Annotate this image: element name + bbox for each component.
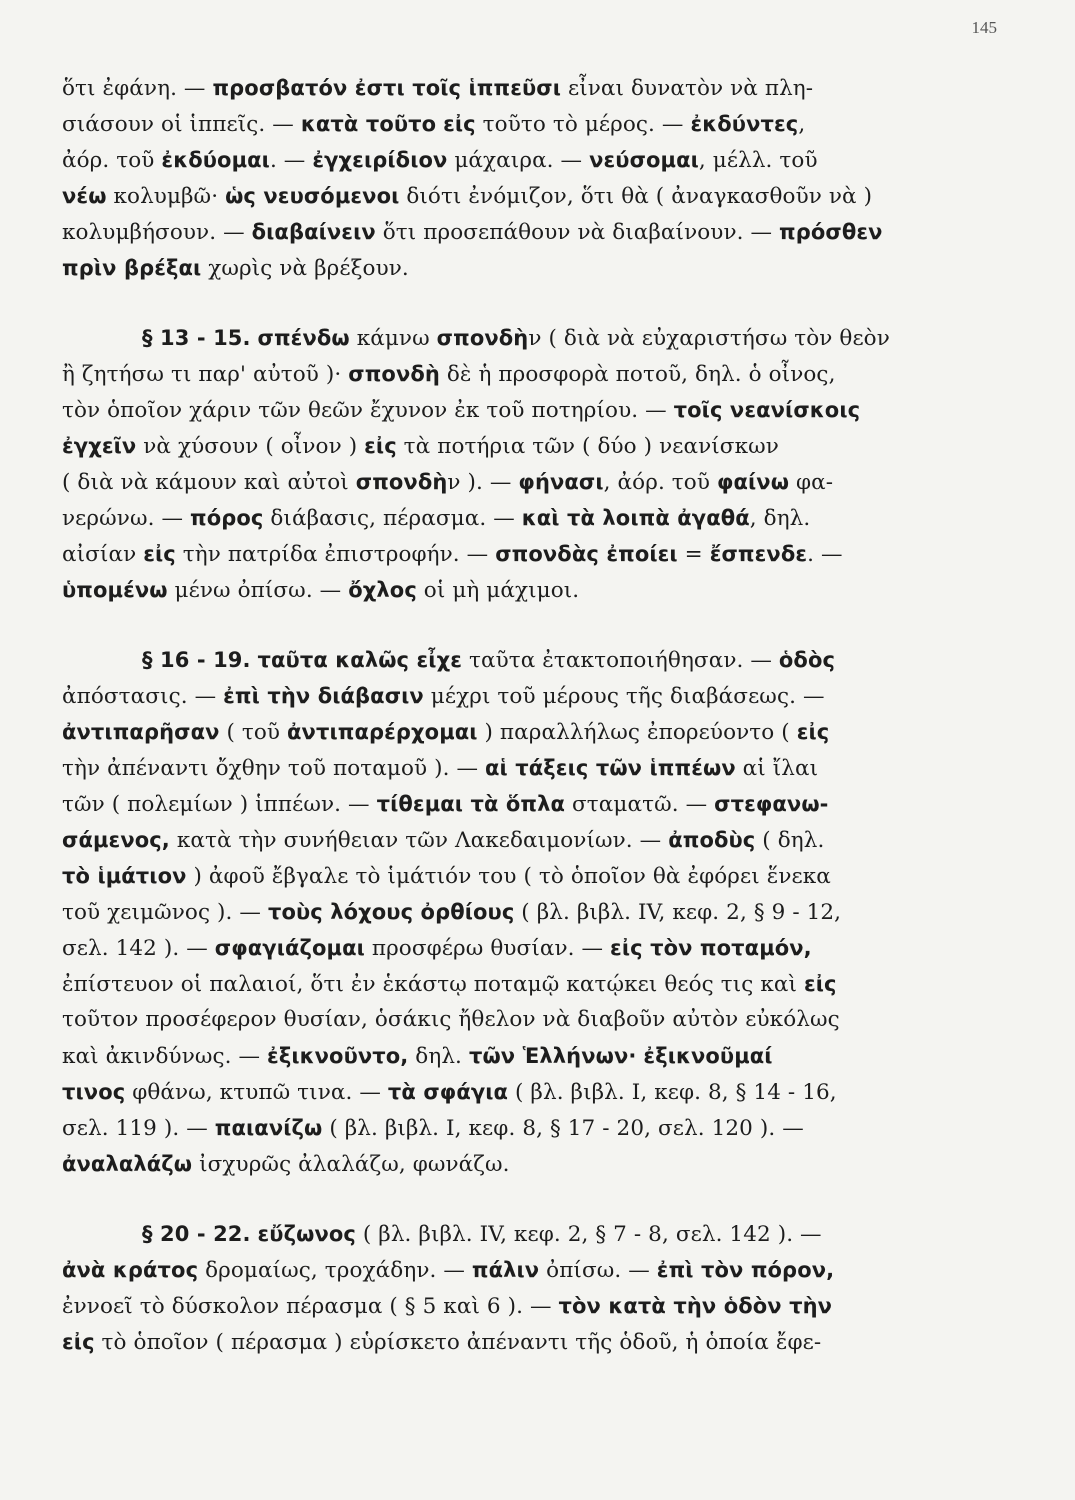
headword: ἀνὰ κράτος	[62, 1258, 199, 1282]
text-line: τοῦτον προσέφερον θυσίαν, ὁσάκις ἤθελον νὰ διαβοῦν αὐτὸν εὐκόλως	[62, 1007, 840, 1032]
headword: ἐγχεῖν	[62, 434, 137, 458]
headword: ταῦτα καλῶς εἶχε	[257, 648, 463, 672]
text-line: ἐγχεῖν νὰ χύσουν ( οἶνον ) εἰς τὰ ποτήρια τῶν ( δύο ) νεανίσκων	[62, 434, 779, 459]
headword: ὄχλος	[348, 578, 417, 602]
text-line: ἀόρ. τοῦ ἐκδύομαι. — ἐγχειρίδιον μάχαιρα. — νεύσομαι, μέλλ. τοῦ	[62, 148, 818, 173]
headword: φαίνω	[716, 470, 790, 494]
text-line: αἰσίαν εἰς τὴν πατρίδα ἐπιστροφήν. — σπονδὰς ἐποίει = ἔσπενδε. —	[62, 542, 843, 567]
page-body	[62, 70, 1017, 1360]
headword: σπονδὴ	[348, 362, 440, 386]
text-line: τὴν ἀπέναντι ὄχθην τοῦ ποταμοῦ ). — αἱ τάξεις τῶν ἱππέων αἱ ἴλαι	[62, 756, 819, 781]
headword: ἐπὶ τὸν πόρον,	[656, 1258, 835, 1282]
headword: σφαγιάζομαι	[214, 936, 365, 960]
headword: ἐξικνοῦντο,	[267, 1044, 409, 1068]
text-line: ἢ ζητήσω τι παρ' αὐτοῦ )· σπονδὴ δὲ ἡ προσφορὰ ποτοῦ, δηλ. ὁ οἶνος,	[62, 362, 836, 387]
text-line: νερώνω. — πόρος διάβασις, πέρασμα. — καὶ τὰ λοιπὰ ἀγαθά, δηλ.	[62, 506, 811, 531]
text-line: καὶ ἀκινδύνως. — ἐξικνοῦντο, δηλ. τῶν Ἑλλήνων· ἐξικνοῦμαί	[62, 1044, 773, 1069]
text-line: ὅτι ἐφάνη. — προσβατόν ἐστι τοῖς ἱππεῦσι εἶναι δυνατὸν νὰ πλη-	[62, 76, 814, 101]
headword: ἐγχειρίδιον	[312, 148, 448, 172]
text-line: ἐπίστευον οἱ παλαιοί, ὅτι ἐν ἑκάστῳ ποταμῷ κατῴκει θεός τις καὶ εἰς	[62, 972, 837, 997]
headword: εἰς	[796, 720, 830, 744]
headword: κατὰ τοῦτο	[300, 112, 437, 136]
text-line: τῶν ( πολεμίων ) ἱππέων. — τίθεμαι τὰ ὅπλα σταματῶ. — στεφανω-	[62, 792, 829, 817]
headword: σάμενος,	[62, 828, 170, 852]
text-line: σελ. 142 ). — σφαγιάζομαι προσφέρω θυσίαν. — εἰς τὸν ποταμόν,	[62, 936, 812, 961]
headword: τοῖς νεανίσκοις	[673, 398, 861, 422]
headword: φήνασι	[518, 470, 604, 494]
headword: εἰς	[364, 434, 397, 458]
text-line: σάμενος, κατὰ τὴν συνήθειαν τῶν Λακεδαιμονίων. — ἀποδὺς ( δηλ.	[62, 828, 825, 853]
headword: πόρος	[189, 506, 264, 530]
headword: παιανίζω	[214, 1116, 323, 1140]
headword: τὸ ἱμάτιον	[62, 864, 187, 888]
headword: τὰ σφάγια	[387, 1080, 509, 1104]
headword: ὑπομένω	[62, 578, 168, 602]
headword: τίθεμαι τὰ ὅπλα	[376, 792, 566, 816]
headword: στεφανω-	[714, 792, 829, 816]
headword: διαβαίνειν	[251, 220, 376, 244]
text-line: ἐννοεῖ τὸ δύσκολον πέρασμα ( § 5 καὶ 6 ). — τὸν κατὰ τὴν ὁδὸν τὴν	[62, 1294, 833, 1319]
text-line: § 13 - 15. σπένδω κάμνω σπονδὴν ( διὰ νὰ εὐχαριστήσω τὸν θεὸν	[142, 326, 890, 351]
headword: καὶ τὰ λοιπὰ ἀγαθά	[521, 506, 750, 530]
text-line: σελ. 119 ). — παιανίζω ( βλ. βιβλ. Ι, κεφ. 8, § 17 - 20, σελ. 120 ). —	[62, 1116, 804, 1141]
text-line: τινος φθάνω, κτυπῶ τινα. — τὰ σφάγια ( βλ. βιβλ. Ι, κεφ. 8, § 14 - 16,	[62, 1080, 837, 1105]
text-line: πρὶν βρέξαι χωρὶς νὰ βρέξουν.	[62, 256, 409, 281]
text-line: § 20 - 22. εὔζωνος ( βλ. βιβλ. IV, κεφ. 2, § 7 - 8, σελ. 142 ). —	[142, 1222, 822, 1247]
headword: πάλιν	[471, 1258, 540, 1282]
headword: εἰς	[62, 1330, 95, 1354]
headword: τοὺς λόχους ὀρθίους	[267, 900, 515, 924]
headword: σπονδὴ	[355, 470, 448, 494]
headword: ὡς νευσόμενοι	[225, 184, 400, 208]
paragraph-4	[62, 1216, 1017, 1360]
headword: εἰς	[443, 112, 476, 136]
headword: § 20 - 22.	[142, 1222, 251, 1246]
headword: νέω	[62, 184, 107, 208]
text-line: ἀπόστασις. — ἐπὶ τὴν διάβασιν μέχρι τοῦ μέρους τῆς διαβάσεως. —	[62, 684, 825, 709]
paragraph-2	[62, 320, 1017, 608]
headword: § 16 - 19.	[142, 648, 251, 672]
headword: σπονδὴ	[436, 326, 529, 350]
text-line: τὸν ὁποῖον χάριν τῶν θεῶν ἔχυνον ἐκ τοῦ ποτηρίου. — τοῖς νεανίσκοις	[62, 398, 861, 423]
text-line: ἀναλαλάζω ἰσχυρῶς ἀλαλάζω, φωνάζω.	[62, 1152, 510, 1177]
headword: ὁδὸς	[778, 648, 836, 672]
headword: ἐπὶ τὴν διάβασιν	[223, 684, 424, 708]
headword: εὔζωνος	[257, 1222, 356, 1246]
headword: ἔσπενδε	[709, 542, 808, 566]
text-line: τοῦ χειμῶνος ). — τοὺς λόχους ὀρθίους ( βλ. βιβλ. IV, κεφ. 2, § 9 - 12,	[62, 900, 842, 925]
headword: ἀποδὺς	[668, 828, 756, 852]
text-line: νέω κολυμβῶ· ὡς νευσόμενοι διότι ἐνόμιζον, ὅτι θὰ ( ἀναγκασθοῦν νὰ )	[62, 184, 873, 209]
headword: προσβατόν ἐστι τοῖς ἱππεῦσι	[212, 76, 562, 100]
headword: σπονδὰς ἐποίει	[495, 542, 678, 566]
headword: ἀντιπαρέρχομαι	[287, 720, 478, 744]
headword: εἰς τὸν ποταμόν,	[610, 936, 812, 960]
page-number: 145	[971, 18, 997, 37]
headword: πρόσθεν	[779, 220, 883, 244]
headword: τὸν κατὰ τὴν ὁδὸν τὴν	[558, 1294, 833, 1318]
headword: ἀντιπαρῆσαν	[62, 720, 220, 744]
text-line: ὑπομένω μένω ὀπίσω. — ὄχλος οἱ μὴ μάχιμοι.	[62, 578, 580, 603]
text-line: ἀνὰ κράτος δρομαίως, τροχάδην. — πάλιν ὀπίσω. — ἐπὶ τὸν πόρον,	[62, 1258, 835, 1283]
paragraph-3	[62, 642, 1017, 1182]
headword: τινος	[62, 1080, 126, 1104]
headword: τῶν Ἑλλήνων·	[468, 1044, 637, 1068]
headword: εἰς	[803, 972, 837, 996]
headword: ἀναλαλάζω	[62, 1152, 193, 1176]
headword: σπένδω	[257, 326, 350, 350]
headword: πρὶν βρέξαι	[62, 256, 202, 280]
paragraph-1	[62, 70, 1017, 286]
text-line: ( διὰ νὰ κάμουν καὶ αὐτοὶ σπονδὴν ). — φήνασι, ἀόρ. τοῦ φαίνω φα-	[62, 470, 834, 495]
headword: εἰς	[143, 542, 176, 566]
text-line: § 16 - 19. ταῦτα καλῶς εἶχε ταῦτα ἐτακτοποιήθησαν. — ὁδὸς	[142, 648, 836, 673]
text-line: κολυμβήσουν. — διαβαίνειν ὅτι προσεπάθουν νὰ διαβαίνουν. — πρόσθεν	[62, 220, 883, 245]
headword: νεύσομαι	[589, 148, 699, 172]
headword: ἐκδύομαι	[161, 148, 270, 172]
headword: ἐξικνοῦμαί	[643, 1044, 773, 1068]
text-line: ἀντιπαρῆσαν ( τοῦ ἀντιπαρέρχομαι ) παραλλήλως ἐπορεύοντο ( εἰς	[62, 720, 830, 745]
headword: ἐκδύντες	[690, 112, 799, 136]
text-line: τὸ ἱμάτιον ) ἀφοῦ ἔβγαλε τὸ ἱμάτιόν του ( τὸ ὁποῖον θὰ ἐφόρει ἕνεκα	[62, 864, 831, 889]
text-line: σιάσουν οἱ ἱππεῖς. — κατὰ τοῦτο εἰς τοῦτο τὸ μέρος. — ἐκδύντες,	[62, 112, 806, 137]
headword: § 13 - 15.	[142, 326, 251, 350]
text-line: εἰς τὸ ὁποῖον ( πέρασμα ) εὑρίσκετο ἀπέναντι τῆς ὁδοῦ, ἡ ὁποία ἔφε-	[62, 1330, 822, 1355]
headword: αἱ τάξεις τῶν ἱππέων	[485, 756, 736, 780]
